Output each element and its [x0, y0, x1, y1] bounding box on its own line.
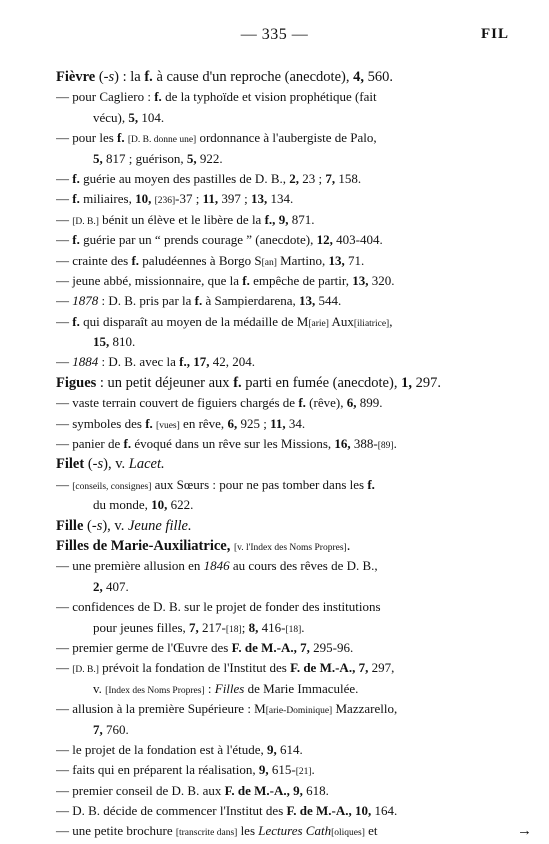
text-run: 622.: [167, 497, 194, 513]
italic-run: -s: [103, 69, 115, 85]
bold-run: F. de M.-A.,: [231, 639, 297, 655]
bold-run: 9,: [293, 782, 303, 798]
bold-run: 13,: [251, 191, 268, 207]
bold-run: 2,: [289, 170, 299, 186]
bold-run: 13,: [328, 252, 345, 268]
bold-run: Fille: [56, 517, 84, 534]
text-run: — faits qui en préparent la réalisation,: [56, 762, 259, 778]
text-run: — le projet de la fondation est à l'étude,: [56, 741, 267, 757]
bold-run: Fièvre: [56, 69, 96, 85]
index-continuation-line: [56, 332, 486, 352]
text-run: —: [56, 170, 73, 186]
text-run: — panier de: [56, 436, 124, 452]
index-subentry-line: [56, 699, 486, 719]
bold-run: f.: [145, 415, 153, 431]
bold-run: 2,: [93, 578, 103, 594]
bold-run: 7,: [189, 619, 199, 635]
text-run: — une petite brochure: [56, 823, 176, 839]
bold-run: 7,: [300, 639, 310, 655]
text-run: —: [56, 293, 73, 309]
text-run: ), v.: [103, 456, 129, 473]
text-run: 164.: [371, 803, 398, 819]
text-run: miliaires,: [79, 191, 136, 207]
bold-run: f.: [72, 170, 80, 186]
bold-run: Figues: [56, 374, 97, 391]
text-run: — pour les: [56, 130, 118, 146]
index-subentry-line: [56, 638, 486, 658]
text-run: évoqué dans un rêve sur les Missions,: [131, 436, 335, 452]
text-run: :: [204, 680, 215, 696]
index-subentry-line: [56, 801, 486, 821]
running-head: FIL: [480, 26, 509, 42]
text-run: —: [56, 476, 73, 492]
text-run: 615-: [268, 762, 296, 778]
bold-run: 10,: [135, 191, 152, 207]
index-continuation-line: [56, 149, 486, 169]
index-subentry-line: [56, 230, 486, 250]
index-subentry-line: [56, 658, 486, 678]
text-run: guérie au moyen des pastilles de D. B.,: [79, 170, 290, 186]
editorial-insertion: [D. B.]: [72, 216, 99, 227]
bold-run: f.: [72, 191, 80, 207]
index-subentry-line: [56, 189, 486, 209]
continuation-arrow-icon: →: [517, 823, 532, 840]
index-subentry-line: [56, 556, 486, 576]
bold-run: f.: [144, 69, 153, 85]
text-run: vécu),: [93, 109, 129, 125]
index-headword-line: [56, 536, 486, 556]
bold-run: 7,: [93, 721, 103, 737]
bold-run: 9,: [258, 762, 269, 778]
text-run: 416-: [258, 619, 286, 635]
italic-run: -s: [92, 456, 104, 473]
index-subentry-line: [56, 271, 486, 291]
text-run: 320.: [368, 272, 395, 288]
text-run: 295-96.: [309, 639, 354, 655]
index-subentry-line: [56, 87, 486, 107]
text-run: —: [56, 191, 73, 207]
bold-run: f.: [123, 436, 132, 452]
text-run: : D. B. pris par la: [98, 293, 195, 309]
text-run: 817 ; guérison,: [102, 150, 187, 166]
bold-run: 5,: [128, 109, 139, 125]
text-run: 34.: [285, 415, 306, 431]
text-run: 403-404.: [332, 232, 383, 248]
bold-run: 5,: [186, 150, 197, 166]
bold-run: 8,: [248, 619, 259, 635]
text-run: ;: [241, 619, 249, 635]
index-subentry-line: [56, 760, 486, 780]
text-run: 71.: [344, 252, 365, 268]
editorial-insertion: [D. B.]: [72, 665, 99, 676]
index-subentry-line: [56, 821, 532, 841]
index-subentry-line: [56, 393, 486, 413]
text-run: 23 ;: [299, 170, 326, 186]
text-run: 810.: [109, 334, 136, 350]
text-run: Mazzarello,: [332, 701, 398, 717]
text-run: .: [346, 537, 351, 554]
editorial-insertion: [21]: [295, 767, 312, 778]
editorial-insertion: [vues]: [156, 420, 180, 431]
editorial-insertion: [arie-Dominique]: [265, 706, 333, 717]
text-run: bénit un élève et le libère de la: [98, 211, 265, 227]
text-run: 297.: [411, 374, 441, 391]
bold-run: 13,: [352, 272, 369, 288]
bold-run: F. de M.-A.,: [290, 660, 356, 676]
text-run: —: [56, 660, 73, 676]
text-run: —: [56, 211, 73, 227]
bold-run: Filles de Marie-Auxiliatrice,: [56, 537, 231, 554]
index-headword-line: [56, 516, 486, 536]
editorial-insertion: [v. l'Index des Noms Propres]: [233, 542, 347, 553]
bold-run: 10,: [355, 803, 372, 819]
index-subentry-line: [56, 312, 486, 332]
bold-run: f.,: [179, 354, 190, 370]
text-run: ), v.: [102, 517, 128, 534]
text-run: (: [95, 69, 104, 85]
text-run: — confidences de D. B. sur le projet de fonder des institutions: [56, 599, 381, 615]
bold-run: 10,: [151, 497, 168, 513]
editorial-insertion: [oliques]: [331, 828, 365, 839]
text-run: : un petit déjeuner aux: [96, 374, 234, 391]
text-run: 297,: [368, 660, 395, 676]
text-run: ordonnance à l'aubergiste de Palo,: [196, 130, 377, 146]
italic-run: -s: [91, 517, 103, 534]
italic-run: Filles: [214, 680, 245, 696]
index-entries: [56, 67, 532, 842]
page-number: — 335 —: [240, 26, 309, 43]
index-continuation-line: [56, 618, 486, 638]
index-subentry-line: [56, 291, 486, 311]
text-run: 217-: [198, 619, 226, 635]
text-run: 760.: [102, 721, 129, 737]
bold-run: f.,: [264, 211, 276, 227]
text-run: ) : la: [114, 69, 145, 85]
bold-run: 4,: [353, 69, 364, 85]
text-run: Martino,: [276, 252, 329, 268]
index-headword-line: [56, 454, 486, 474]
bold-run: 7,: [325, 170, 336, 186]
italic-run: 1884: [72, 354, 99, 370]
bold-run: f.: [117, 130, 125, 146]
text-run: paludéennes à Borgo S: [139, 252, 262, 268]
text-run: (: [83, 517, 92, 534]
index-subentry-line: [56, 352, 486, 372]
bold-run: f.: [72, 313, 80, 329]
text-run: en rêve,: [179, 415, 228, 431]
index-continuation-line: [56, 577, 486, 597]
text-run: — premier germe de l'Œuvre des: [56, 639, 232, 655]
text-run: 922.: [196, 150, 223, 166]
text-run: —: [56, 313, 73, 329]
text-run: (rêve),: [305, 395, 347, 411]
italic-run: Jeune fille.: [127, 517, 192, 534]
text-run: pour jeunes filles,: [93, 619, 190, 635]
text-run: —: [56, 354, 73, 370]
bold-run: 15,: [93, 334, 110, 350]
text-run: v.: [93, 680, 106, 696]
bold-run: 6,: [227, 415, 238, 431]
text-run: 158.: [335, 170, 362, 186]
text-run: prévoit la fondation de l'Institut des: [98, 660, 291, 676]
bold-run: 1,: [401, 374, 412, 391]
bold-run: 11,: [202, 191, 219, 207]
text-run: aux Sœurs : pour ne pas tomber dans les: [151, 476, 368, 492]
text-run: -37 ;: [175, 191, 203, 207]
index-subentry-line: [56, 597, 486, 617]
text-run: .: [301, 619, 305, 635]
bold-run: f.: [367, 476, 375, 492]
text-run: — crainte des: [56, 252, 132, 268]
bold-run: 6,: [346, 395, 357, 411]
bold-run: 7,: [358, 660, 369, 676]
text-run: 397 ;: [218, 191, 252, 207]
index-subentry-line: [56, 475, 486, 495]
editorial-insertion: [236]: [154, 196, 176, 207]
text-run: 925 ;: [237, 415, 271, 431]
index-continuation-line: [56, 108, 486, 128]
bold-run: f.: [131, 252, 140, 268]
text-run: 614.: [276, 741, 303, 757]
italic-run: 1846: [203, 558, 230, 574]
index-subentry-line: [56, 210, 486, 230]
editorial-insertion: [conseils, consignes]: [72, 481, 152, 492]
bold-run: 9,: [267, 741, 277, 757]
text-run: empêche de partir,: [249, 272, 353, 288]
text-run: — D. B. décide de commencer l'Institut des: [56, 803, 287, 819]
index-continuation-line: [56, 720, 486, 740]
index-subentry-line: [56, 740, 486, 760]
text-run: 544.: [315, 293, 342, 309]
editorial-insertion: [iliatrice]: [353, 318, 390, 329]
text-run: à Sampierdarena,: [202, 293, 299, 309]
text-run: les: [237, 823, 259, 839]
italic-run: Lectures Cath: [258, 823, 332, 839]
text-run: 42, 204.: [209, 354, 255, 370]
editorial-insertion: [D. B. donne une]: [127, 135, 197, 146]
text-run: 871.: [288, 211, 315, 227]
text-run: de la typhoïde et vision prophétique (fait: [161, 89, 377, 105]
text-run: — allusion à la première Supérieure : M: [56, 701, 266, 717]
text-run: — vaste terrain couvert de figuiers chargés de: [56, 395, 299, 411]
bold-run: 12,: [316, 232, 333, 248]
text-run: au cours des rêves de D. B.,: [229, 558, 378, 574]
text-run: —: [56, 232, 73, 248]
text-run: à cause d'un reproche (anecdote),: [152, 69, 354, 85]
editorial-insertion: [an]: [261, 257, 277, 268]
text-run: — une première allusion en: [56, 558, 204, 574]
editorial-insertion: [arie]: [308, 318, 329, 329]
bold-run: F. de M.-A.,: [224, 782, 290, 798]
bold-run: 9,: [278, 211, 289, 227]
text-run: 134.: [267, 191, 294, 207]
bold-run: f.: [72, 232, 80, 248]
bold-run: F. de M.-A.,: [286, 803, 352, 819]
bold-run: 13,: [298, 293, 316, 309]
bold-run: f.: [298, 395, 306, 411]
text-run: guérie par un “ prends courage ” (anecdote),: [79, 232, 317, 248]
text-run: de Marie Immaculée.: [244, 680, 359, 696]
bold-run: 5,: [93, 150, 103, 166]
bold-run: f.: [154, 89, 162, 105]
index-continuation-line: [56, 495, 486, 515]
bold-run: f.: [242, 272, 250, 288]
bold-run: Filet: [56, 456, 85, 473]
text-run: — premier conseil de D. B. aux: [56, 782, 225, 798]
text-run: 560.: [363, 69, 393, 85]
text-run: du monde,: [93, 497, 152, 513]
text-run: 104.: [138, 109, 165, 125]
editorial-insertion: [Index des Noms Propres]: [105, 685, 205, 696]
text-run: 407.: [102, 578, 129, 594]
bold-run: 16,: [334, 436, 351, 452]
page-header: [0, 26, 549, 46]
text-run: .: [393, 436, 397, 452]
index-subentry-line: [56, 434, 486, 454]
bold-run: f.: [194, 293, 203, 309]
italic-run: Lacet.: [128, 456, 165, 473]
index-subentry-line: [56, 169, 486, 189]
index-subentry-line: [56, 414, 486, 434]
editorial-insertion: [89]: [377, 441, 394, 452]
text-run: .: [311, 762, 315, 778]
text-run: 618.: [302, 782, 329, 798]
editorial-insertion: [18]: [225, 624, 242, 635]
index-headword-line: [56, 373, 486, 393]
bold-run: 11,: [270, 415, 286, 431]
index-headword-line: [56, 67, 486, 87]
text-run: ,: [389, 313, 393, 329]
text-run: — pour Cagliero :: [56, 89, 155, 105]
text-run: 899.: [356, 395, 383, 411]
index-continuation-line: [56, 679, 486, 699]
text-run: (: [84, 456, 93, 473]
text-run: : D. B. avec la: [98, 354, 180, 370]
index-subentry-line: [56, 251, 486, 271]
bold-run: 17,: [193, 354, 210, 370]
editorial-insertion: [transcrite dans]: [175, 828, 238, 839]
italic-run: 1878: [72, 293, 99, 309]
editorial-insertion: [18]: [285, 624, 302, 635]
text-run: qui disparaît au moyen de la médaille de M: [79, 313, 309, 329]
text-run: — symboles des: [56, 415, 146, 431]
text-run: parti en fumée (anecdote),: [241, 374, 402, 391]
text-run: et: [364, 823, 378, 839]
text-run: — jeune abbé, missionnaire, que la: [56, 272, 243, 288]
index-subentry-line: [56, 128, 486, 148]
text-run: Aux: [328, 313, 354, 329]
text-run: 388-: [350, 436, 378, 452]
bold-run: f.: [233, 374, 242, 391]
